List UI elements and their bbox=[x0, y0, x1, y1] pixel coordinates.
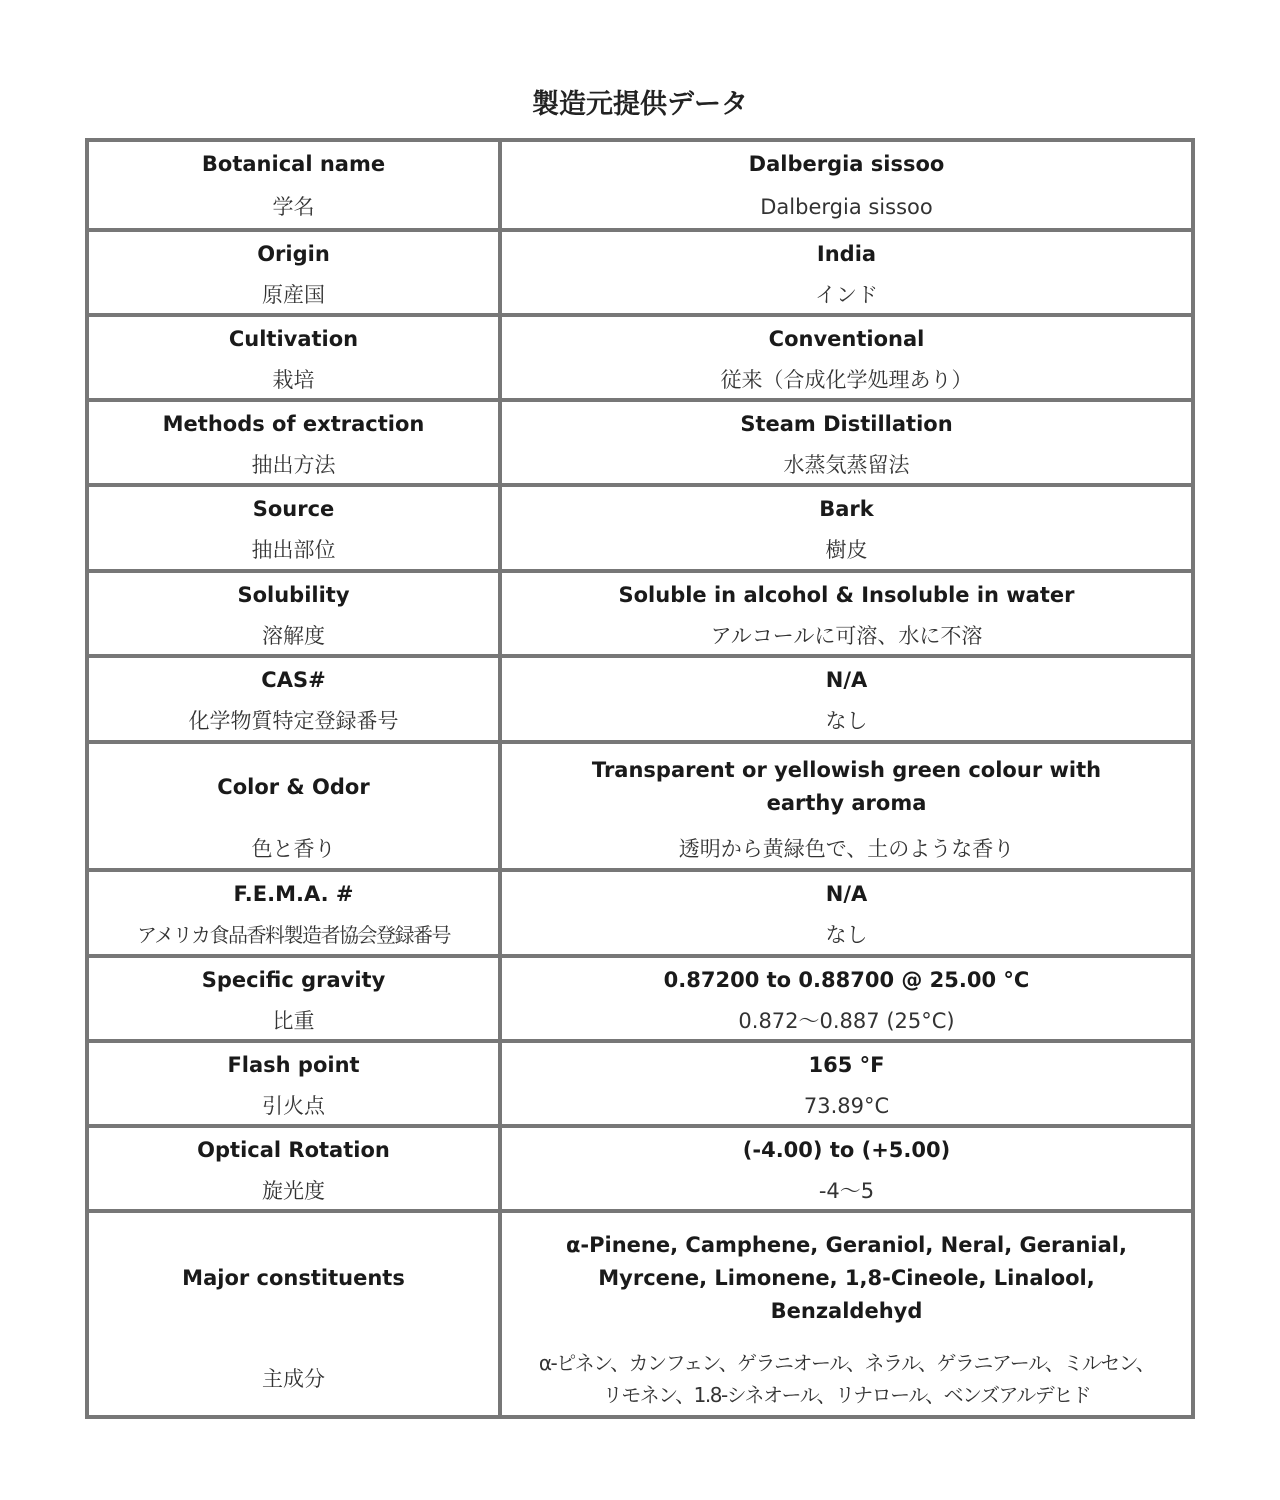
label-japanese bbox=[89, 1343, 498, 1415]
label-jp-text: アメリカ食品香料製造者協会登録番号 bbox=[136, 923, 451, 947]
table-row bbox=[89, 1124, 1191, 1209]
value-english bbox=[502, 744, 1191, 830]
value-japanese bbox=[502, 1002, 1191, 1039]
value-en-line: Myrcene, Limonene, 1,8-Cineole, Linalool, bbox=[598, 1265, 1095, 1290]
label-en-text: Optical Rotation bbox=[197, 1137, 390, 1162]
label-japanese bbox=[89, 916, 498, 954]
label-jp-text: 栽培 bbox=[272, 367, 315, 392]
table-row bbox=[89, 1209, 1191, 1415]
value-jp-line: 73.89°C bbox=[803, 1093, 890, 1118]
table-row bbox=[89, 228, 1191, 313]
value-cell bbox=[502, 872, 1191, 954]
table-row bbox=[89, 142, 1191, 228]
value-english bbox=[502, 573, 1191, 617]
value-en-line: N/A bbox=[825, 881, 868, 906]
value-japanese bbox=[502, 916, 1191, 954]
table-row bbox=[89, 654, 1191, 740]
label-en-text: CAS# bbox=[261, 667, 326, 692]
table-row bbox=[89, 1039, 1191, 1124]
label-english bbox=[89, 958, 498, 1002]
value-en-line: Benzaldehyd bbox=[770, 1298, 923, 1323]
value-japanese bbox=[502, 531, 1191, 569]
label-en-text: Solubility bbox=[237, 582, 350, 607]
label-en-text: Botanical name bbox=[201, 151, 386, 176]
label-japanese bbox=[89, 830, 498, 868]
value-japanese bbox=[502, 617, 1191, 654]
label-english bbox=[89, 872, 498, 916]
value-english bbox=[502, 958, 1191, 1002]
label-jp-text: 比重 bbox=[272, 1008, 315, 1033]
label-japanese bbox=[89, 1172, 498, 1209]
value-cell bbox=[502, 232, 1191, 313]
label-en-text: Source bbox=[252, 496, 335, 521]
label-japanese bbox=[89, 186, 498, 228]
value-en-line: (-4.00) to (+5.00) bbox=[742, 1137, 951, 1162]
value-jp-line: -4～5 bbox=[818, 1178, 875, 1203]
label-japanese bbox=[89, 1087, 498, 1124]
label-english bbox=[89, 573, 498, 617]
label-japanese bbox=[89, 617, 498, 654]
value-cell bbox=[502, 573, 1191, 654]
label-english bbox=[89, 142, 498, 186]
value-en-line: Soluble in alcohol & Insoluble in water bbox=[618, 582, 1075, 607]
label-jp-text: 抽出部位 bbox=[251, 538, 336, 562]
label-english bbox=[89, 232, 498, 276]
label-en-text: Color & Odor bbox=[217, 774, 370, 799]
value-en-line: Transparent or yellowish green colour with bbox=[591, 758, 1102, 782]
value-japanese bbox=[502, 446, 1191, 483]
value-english bbox=[502, 487, 1191, 531]
value-en-line: 0.87200 to 0.88700 @ 25.00 °C bbox=[663, 967, 1030, 992]
label-cell bbox=[89, 872, 502, 954]
label-cell bbox=[89, 402, 502, 483]
label-cell bbox=[89, 1213, 502, 1415]
label-japanese bbox=[89, 446, 498, 483]
value-jp-line: なし bbox=[825, 923, 868, 947]
value-cell bbox=[502, 958, 1191, 1039]
value-english bbox=[502, 232, 1191, 276]
value-japanese bbox=[502, 702, 1191, 740]
value-jp-line: Dalbergia sissoo bbox=[760, 195, 933, 219]
label-cell bbox=[89, 142, 502, 228]
table-row bbox=[89, 483, 1191, 569]
label-en-text: Origin bbox=[257, 241, 330, 266]
value-english bbox=[502, 142, 1191, 186]
label-japanese bbox=[89, 1002, 498, 1039]
value-cell bbox=[502, 1043, 1191, 1124]
label-cell bbox=[89, 573, 502, 654]
label-japanese bbox=[89, 361, 498, 398]
value-japanese bbox=[502, 1087, 1191, 1124]
value-jp-line: アルコールに可溶、水に不溶 bbox=[710, 623, 983, 648]
value-en-line: N/A bbox=[825, 667, 868, 692]
value-cell bbox=[502, 1213, 1191, 1415]
value-english bbox=[502, 1213, 1191, 1343]
value-english bbox=[502, 1043, 1191, 1087]
specification-table bbox=[85, 138, 1195, 1419]
value-cell bbox=[502, 317, 1191, 398]
label-en-text: Specific gravity bbox=[201, 967, 386, 992]
label-english bbox=[89, 402, 498, 446]
value-cell bbox=[502, 658, 1191, 740]
value-jp-line: なし bbox=[825, 709, 868, 733]
label-cell bbox=[89, 1128, 502, 1209]
label-english bbox=[89, 1128, 498, 1172]
label-english bbox=[89, 487, 498, 531]
value-jp-line: 0.872～0.887 (25°C) bbox=[738, 1008, 955, 1033]
value-english bbox=[502, 317, 1191, 361]
label-japanese bbox=[89, 702, 498, 740]
value-japanese bbox=[502, 1343, 1191, 1415]
value-cell bbox=[502, 142, 1191, 228]
label-jp-text: 主成分 bbox=[262, 1367, 325, 1391]
label-cell bbox=[89, 487, 502, 569]
value-cell bbox=[502, 744, 1191, 868]
label-jp-text: 学名 bbox=[272, 195, 315, 219]
table-row bbox=[89, 954, 1191, 1039]
value-cell bbox=[502, 1128, 1191, 1209]
label-cell bbox=[89, 1043, 502, 1124]
value-cell bbox=[502, 487, 1191, 569]
value-jp-line: 透明から黄緑色で、土のような香り bbox=[678, 837, 1015, 861]
label-jp-text: 色と香り bbox=[251, 837, 336, 861]
label-cell bbox=[89, 317, 502, 398]
label-en-text: Methods of extraction bbox=[162, 411, 425, 436]
value-en-line: Bark bbox=[819, 496, 874, 521]
label-english bbox=[89, 317, 498, 361]
label-cell bbox=[89, 658, 502, 740]
value-english bbox=[502, 402, 1191, 446]
label-jp-text: 抽出方法 bbox=[251, 452, 336, 477]
value-japanese bbox=[502, 361, 1191, 398]
label-english bbox=[89, 1213, 498, 1343]
label-en-text: Major constituents bbox=[182, 1265, 405, 1290]
value-jp-line: 樹皮 bbox=[825, 538, 868, 562]
value-en-line: Steam Distillation bbox=[740, 411, 953, 436]
value-en-line: α-Pinene, Camphene, Geraniol, Neral, Geranial, bbox=[566, 1232, 1127, 1257]
value-english bbox=[502, 658, 1191, 702]
label-jp-text: 原産国 bbox=[262, 282, 325, 307]
table-row bbox=[89, 398, 1191, 483]
label-english bbox=[89, 744, 498, 830]
value-japanese bbox=[502, 186, 1191, 228]
table-row bbox=[89, 569, 1191, 654]
value-jp-line: リモネン、1.8-シネオール、リナロール、ベンズアルデヒド bbox=[602, 1383, 1091, 1407]
label-english bbox=[89, 658, 498, 702]
value-english bbox=[502, 1128, 1191, 1172]
value-jp-line: 水蒸気蒸留法 bbox=[783, 452, 910, 477]
label-jp-text: 旋光度 bbox=[262, 1178, 325, 1203]
value-english bbox=[502, 872, 1191, 916]
label-japanese bbox=[89, 531, 498, 569]
value-en-line: 165 °F bbox=[808, 1052, 885, 1077]
label-jp-text: 化学物質特定登録番号 bbox=[188, 709, 399, 733]
label-jp-text: 溶解度 bbox=[262, 623, 325, 648]
label-cell bbox=[89, 744, 502, 868]
value-japanese bbox=[502, 830, 1191, 868]
label-cell bbox=[89, 958, 502, 1039]
label-japanese bbox=[89, 276, 498, 313]
value-cell bbox=[502, 402, 1191, 483]
label-jp-text: 引火点 bbox=[262, 1093, 325, 1118]
label-en-text: Flash point bbox=[227, 1052, 360, 1077]
value-jp-line: α-ピネン、カンフェン、ゲラニオール、ネラル、ゲラニアール、ミルセン、 bbox=[538, 1351, 1155, 1375]
table-row bbox=[89, 313, 1191, 398]
label-cell bbox=[89, 232, 502, 313]
value-japanese bbox=[502, 276, 1191, 313]
value-en-line: Conventional bbox=[768, 326, 925, 351]
label-en-text: Cultivation bbox=[228, 326, 359, 351]
value-en-line: earthy aroma bbox=[766, 791, 927, 815]
label-en-text: F.E.M.A. # bbox=[233, 881, 354, 906]
table-row bbox=[89, 868, 1191, 954]
value-en-line: Dalbergia sissoo bbox=[748, 151, 945, 176]
label-english bbox=[89, 1043, 498, 1087]
page-title: 製造元提供データ bbox=[532, 89, 748, 120]
value-jp-line: 従来（合成化学処理あり） bbox=[720, 367, 973, 392]
table-row bbox=[89, 740, 1191, 868]
value-jp-line: インド bbox=[815, 282, 878, 307]
value-japanese bbox=[502, 1172, 1191, 1209]
value-en-line: India bbox=[816, 241, 877, 266]
